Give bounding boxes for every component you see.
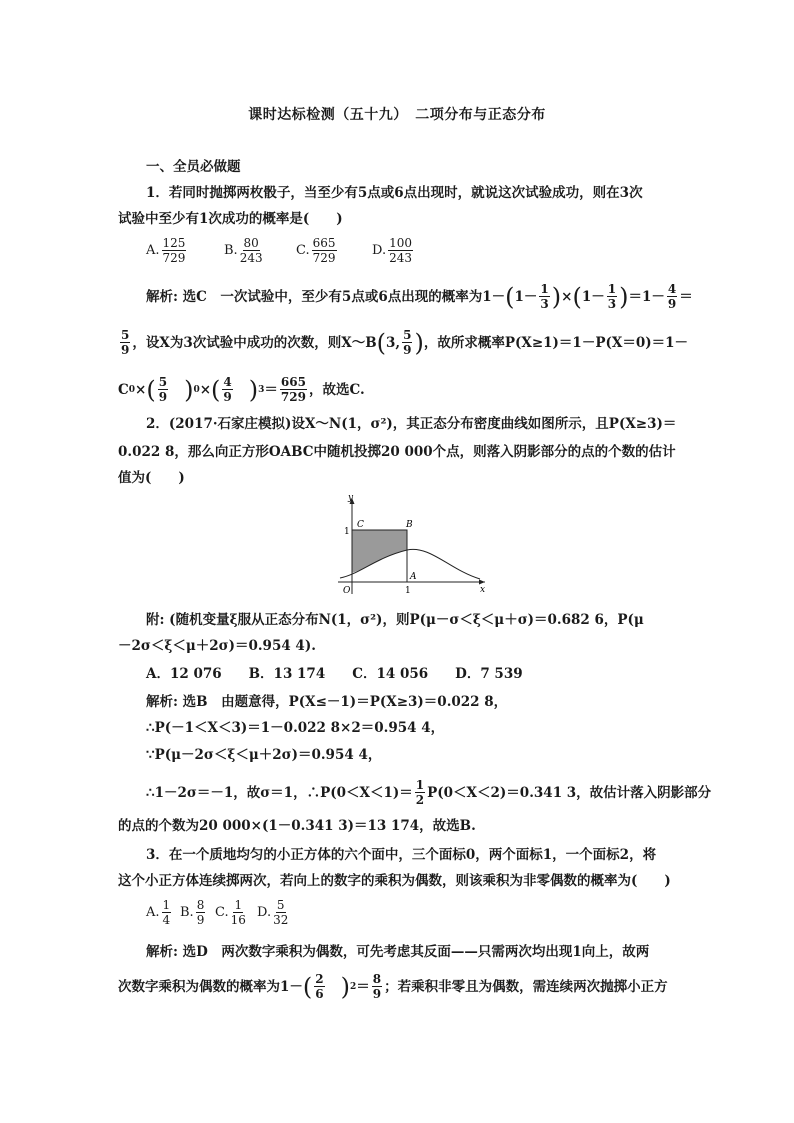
page-title: 课时达标检测（五十九） 二项分布与正态分布 [248, 107, 546, 123]
q3-solution-line1: 解析: 选D 两次数字乘积为偶数，可先考虑其反面——只需两次均出现1向上，故两 [146, 944, 650, 960]
q2-options[interactable]: A．12 076 B．13 174 C．14 056 D．7 539 [146, 666, 523, 682]
q3-stem-line1: 3．在一个质地均匀的小正方体的六个面中，三个面标0，两个面标1，一个面标2，将 [146, 847, 657, 863]
normal-curve-figure [330, 490, 490, 600]
point-a-label: A [410, 572, 417, 582]
q2-attachment-line2: －2σ＜ξ＜μ＋2σ)＝0.954 4). [118, 638, 316, 654]
q1-solution-line1: 解析: 选C 一次试验中，至少有5点或6点出现的概率为1－ ( 1－ $\frac{1}{3}$ ) × ( 1－ $\frac{1}{3}$ ) ＝1－ $\frac{4}{9}$ ＝ [146, 282, 693, 311]
q3-option-b[interactable] [180, 898, 207, 927]
option-letter: A. [146, 905, 160, 920]
option-fraction: $\frac{665}{729}$ [312, 236, 336, 265]
option-fraction: $\frac{80}{243}$ [239, 236, 263, 265]
q3-solution-line2: 次数字乘积为偶数的概率为1－ ( $\frac{2}{6}$ ) 2 ＝ $\frac{8}{9}$ ；若乘积非零且为偶数，需连续两次抛掷小正方 [118, 972, 668, 1001]
option-fraction: $\frac{5}{32}$ [273, 898, 289, 927]
section-heading: 一、全员必做题 [146, 159, 241, 175]
q3-option-c[interactable] [215, 898, 248, 927]
q2-attachment-line1: 附: (随机变量ξ服从正态分布N(1，σ²)，则P(μ－σ＜ξ＜μ＋σ)＝0.682 6，P(μ [146, 612, 644, 628]
option-letter: B. [224, 243, 238, 258]
option-fraction: $\frac{1}{4}$ [162, 898, 171, 927]
q2-stem-line1: 2．(2017·石家庄模拟)设X～N(1，σ²)，其正态分布密度曲线如图所示，且P(X≥3)＝ [146, 416, 677, 432]
option-fraction: $\frac{8}{9}$ [196, 898, 205, 927]
origin-label: O [343, 586, 351, 596]
q2-solution-line1: 解析: 选B 由题意得，P(X≤－1)＝P(X≥3)＝0.022 8， [146, 694, 508, 710]
x-axis-arrow [479, 580, 485, 585]
q3-option-a[interactable] [146, 898, 173, 927]
q2-solution-line4: ∴1－2σ＝－1，故σ＝1，∴P(0＜X＜1)＝ $\frac{1}{2}$ P(0＜X＜2)＝0.341 3，故估计落入阴影部分 [146, 778, 712, 807]
option-letter: A. [146, 243, 160, 258]
q1-option-c[interactable] [296, 236, 339, 265]
q1-solution-line3: C 0 × ( $\frac{5}{9}$ ) 0 × ( $\frac{4}{9}$ ) 3 ＝ $\frac{665}{729}$ ，故选C. [118, 375, 365, 404]
q1-stem-line2: 试验中至少有1次成功的概率是( ) [118, 211, 343, 227]
q2-solution-line2: ∴P(－1＜X＜3)＝1－0.022 8×2＝0.954 4， [146, 720, 445, 736]
q1-solution-line2: $\frac{5}{9}$ ，设X为3次试验中成功的次数，则X～B ( 3, $\frac{5}{9}$ ) ，故所求概率P(X≥1)＝1－P(X＝0)＝1－ [121, 328, 689, 357]
q3-option-d[interactable] [257, 898, 290, 927]
q2-solution-line5: 的点的个数为20 000×(1－0.341 3)＝13 174，故选B. [118, 818, 476, 834]
point-b-label: B [406, 520, 413, 530]
q3-stem-line2: 这个小正方体连续掷两次，若向上的数字的乘积为偶数，则该乘积为非零偶数的概率为( ) [118, 873, 671, 889]
q1-option-b[interactable] [224, 236, 265, 265]
shaded-region [352, 530, 407, 573]
option-fraction: $\frac{100}{243}$ [389, 236, 412, 265]
option-fraction: $\frac{125}{729}$ [162, 236, 186, 265]
y-axis-label: y [348, 493, 354, 503]
q2-solution-line3: ∵P(μ－2σ＜ξ＜μ＋2σ)＝0.954 4， [146, 747, 382, 763]
q1-stem-line1: 1．若同时抛掷两枚骰子，当至少有5点或6点出现时，就说这次试验成功，则在3次 [146, 185, 643, 201]
x-tick-1: 1 [405, 586, 411, 596]
q2-stem-line2: 0.022 8，那么向正方形OABC中随机投掷20 000个点，则落入阴影部分的点的个数的估计 [118, 444, 676, 460]
option-letter: B. [180, 905, 194, 920]
option-letter: D. [257, 905, 272, 920]
q1-option-d[interactable] [372, 236, 415, 265]
x-axis-label: x [480, 585, 486, 595]
option-letter: C. [215, 905, 229, 920]
point-c-label: C [357, 520, 364, 530]
q1-option-a[interactable] [146, 236, 188, 265]
y-tick-1: 1 [344, 527, 350, 537]
option-letter: C. [296, 243, 310, 258]
q2-stem-line3: 值为( ) [118, 470, 185, 486]
option-fraction: $\frac{1}{16}$ [230, 898, 246, 927]
option-letter: D. [372, 243, 387, 258]
